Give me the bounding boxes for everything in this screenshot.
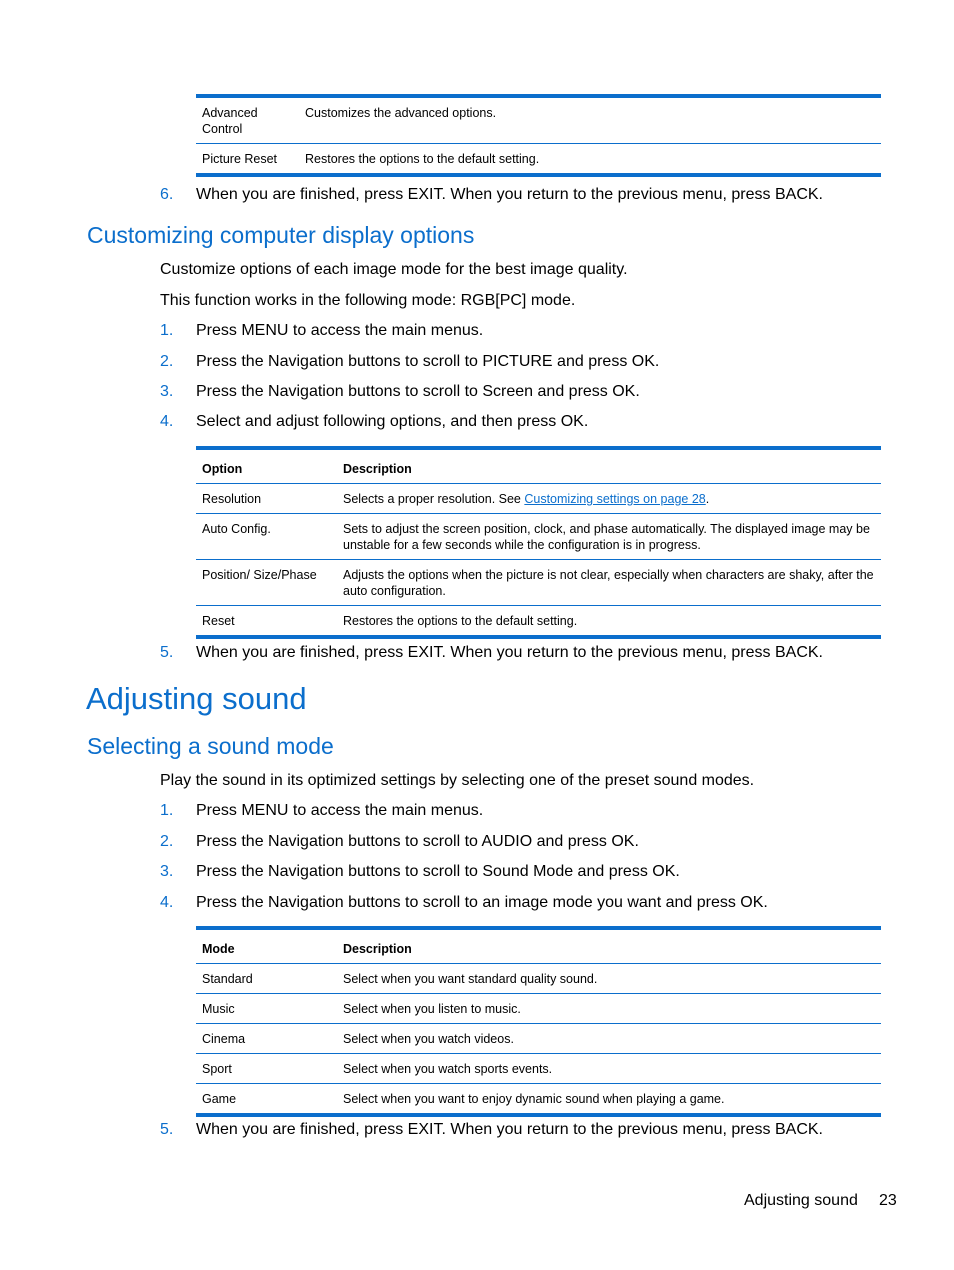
key-label: EXIT	[407, 186, 442, 203]
step-number: 5.	[160, 644, 174, 661]
table-row	[196, 994, 881, 1024]
cross-reference-link[interactable]: Customizing settings on page 28	[524, 492, 706, 506]
description-cell: Customizes the advanced options.	[299, 96, 881, 144]
description-cell: Selects a proper resolution. See Customizing settings on page 28.	[337, 484, 881, 514]
description-cell: Select when you listen to music.	[337, 994, 881, 1024]
step-text: Press the Navigation buttons to scroll to Screen and press OK.	[196, 383, 640, 400]
option-cell: Reset	[196, 606, 337, 638]
table-row	[196, 1054, 881, 1084]
key-label: BACK	[774, 186, 819, 203]
step-number: 4.	[160, 413, 174, 430]
step-text: Select and adjust following options, and then press OK.	[196, 413, 589, 430]
table-header-row	[196, 928, 881, 964]
key-label: OK	[740, 894, 764, 911]
key-label: PICTURE	[482, 353, 553, 370]
key-label: AUDIO	[481, 833, 533, 850]
step-text: Press the Navigation buttons to scroll to an image mode you want and press OK.	[196, 894, 768, 911]
table-row	[196, 144, 881, 176]
key-label: MENU	[241, 802, 289, 819]
step-number: 4.	[160, 894, 174, 911]
description-cell: Restores the options to the default setting.	[299, 144, 881, 176]
description-cell: Restores the options to the default setting.	[337, 606, 881, 638]
key-label: OK	[611, 833, 635, 850]
option-cell: Position/ Size/Phase	[196, 560, 337, 606]
table-row	[196, 606, 881, 638]
column-header-description: Description	[337, 448, 881, 484]
key-label: OK	[612, 383, 636, 400]
footer-section-title: Adjusting sound	[744, 1192, 858, 1209]
step-number: 2.	[160, 353, 174, 370]
column-header-mode: Mode	[196, 928, 337, 964]
paragraph: This function works in the following mode: RGB[PC] mode.	[160, 292, 576, 309]
step-text: When you are finished, press EXIT. When you return to the previous menu, press BACK.	[196, 644, 823, 661]
step-text: Press MENU to access the main menus.	[196, 322, 484, 339]
key-label: BACK	[774, 1121, 819, 1138]
table-header-row	[196, 448, 881, 484]
step-number: 5.	[160, 1121, 174, 1138]
table-row	[196, 1084, 881, 1116]
chapter-heading: Adjusting sound	[86, 681, 307, 716]
key-label: OK	[652, 863, 676, 880]
table-row	[196, 96, 881, 144]
description-cell: Adjusts the options when the picture is not clear, especially when characters are shaky, after the auto configuration.	[337, 560, 881, 606]
mode-cell: Cinema	[196, 1024, 337, 1054]
section-heading: Selecting a sound mode	[87, 733, 334, 759]
option-cell: Auto Config.	[196, 514, 337, 560]
column-header-description: Description	[337, 928, 881, 964]
column-header-option: Option	[196, 448, 337, 484]
table-row	[196, 484, 881, 514]
key-label: MENU	[241, 322, 289, 339]
key-label: OK	[631, 353, 655, 370]
mode-cell: Music	[196, 994, 337, 1024]
description-cell: Select when you want standard quality sound.	[337, 964, 881, 994]
paragraph: Play the sound in its optimized settings by selecting one of the preset sound modes.	[160, 772, 755, 789]
table-row	[196, 1024, 881, 1054]
mode-cell: Standard	[196, 964, 337, 994]
step-number: 6.	[160, 186, 174, 203]
description-cell: Sets to adjust the screen position, clock, and phase automatically. The displayed image may be unstable for a few seconds while the configuration is in progress.	[337, 514, 881, 560]
key-label: Screen	[482, 383, 534, 400]
description-cell: Select when you watch sports events.	[337, 1054, 881, 1084]
step-number: 3.	[160, 383, 174, 400]
picture-options-table	[196, 94, 881, 177]
table-row	[196, 514, 881, 560]
description-cell: Select when you watch videos.	[337, 1024, 881, 1054]
option-cell: Advanced Control	[196, 96, 299, 144]
step-number: 3.	[160, 863, 174, 880]
key-label: OK	[560, 413, 584, 430]
step-text: Press the Navigation buttons to scroll to AUDIO and press OK.	[196, 833, 639, 850]
table-row	[196, 964, 881, 994]
key-label: BACK	[774, 644, 819, 661]
section-heading: Customizing computer display options	[87, 222, 475, 248]
step-text: Press the Navigation buttons to scroll to Sound Mode and press OK.	[196, 863, 680, 880]
display-options-table	[196, 446, 881, 639]
key-label: EXIT	[407, 644, 442, 661]
step-number: 2.	[160, 833, 174, 850]
key-label: EXIT	[407, 1121, 442, 1138]
key-label: Sound Mode	[482, 863, 574, 880]
step-text: When you are finished, press EXIT. When you return to the previous menu, press BACK.	[196, 186, 823, 203]
step-number: 1.	[160, 322, 174, 339]
option-cell: Picture Reset	[196, 144, 299, 176]
paragraph: Customize options of each image mode for the best image quality.	[160, 261, 628, 278]
step-text: Press the Navigation buttons to scroll to PICTURE and press OK.	[196, 353, 660, 370]
step-number: 1.	[160, 802, 174, 819]
sound-mode-table	[196, 926, 881, 1117]
description-cell: Select when you want to enjoy dynamic sound when playing a game.	[337, 1084, 881, 1116]
mode-cell: Game	[196, 1084, 337, 1116]
step-text: Press MENU to access the main menus.	[196, 802, 484, 819]
table-row	[196, 560, 881, 606]
mode-cell: Sport	[196, 1054, 337, 1084]
page-number: 23	[879, 1192, 897, 1209]
option-cell: Resolution	[196, 484, 337, 514]
step-text: When you are finished, press EXIT. When you return to the previous menu, press BACK.	[196, 1121, 823, 1138]
